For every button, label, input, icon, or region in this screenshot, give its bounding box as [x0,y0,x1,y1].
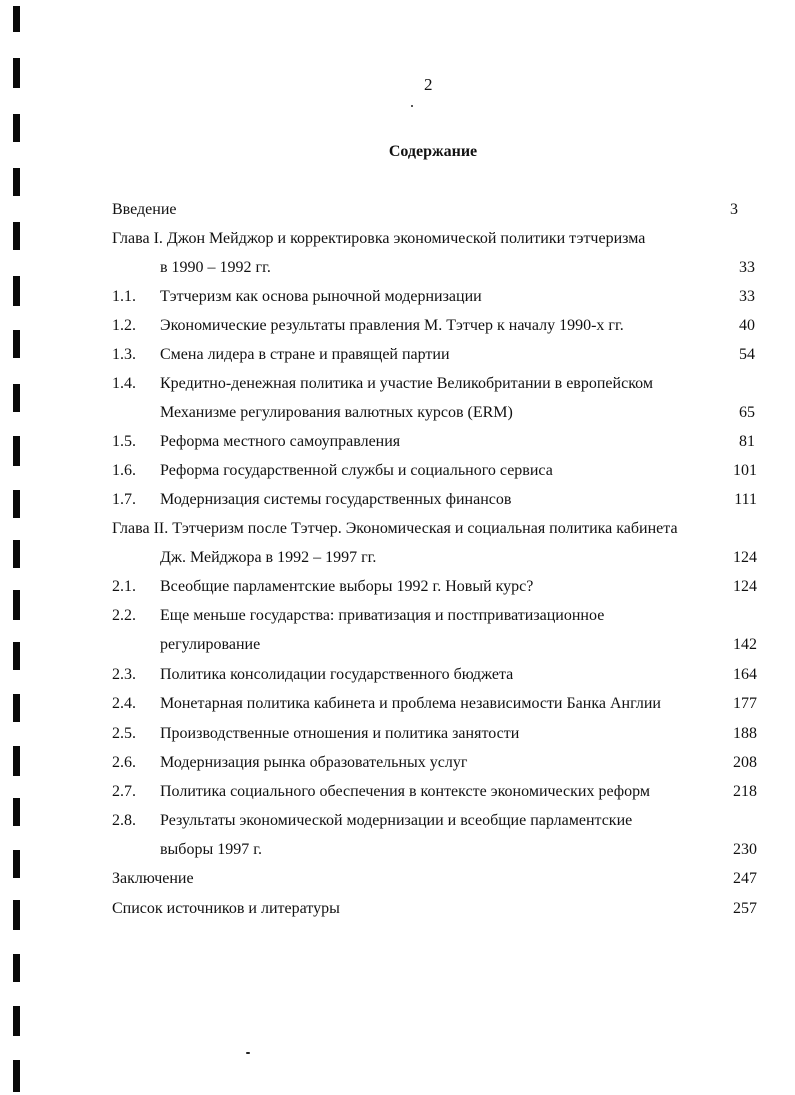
toc-section-title: Экономические результаты правления М. Тэтчер к началу 1990-х гг. [160,317,624,334]
toc-section-title: Реформа местного самоуправления [160,433,401,450]
binding-mark [13,276,20,306]
binding-mark [13,746,20,776]
toc-section-title-cont: Механизме регулирования валютных курсов (ERM) [160,404,513,421]
toc-section-page: 188 [733,725,757,742]
toc-chapter2-title: Глава II. Тэтчеризм после Тэтчер. Экономическая и социальная политика кабинета [112,520,678,537]
toc-section-page: 218 [733,783,757,800]
toc-section-number: 2.1. [112,578,136,595]
toc-section-page: 230 [733,841,757,858]
binding-mark [13,330,20,358]
scan-speck [411,105,413,107]
toc-conclusion-page: 247 [733,870,757,887]
toc-section-number: 1.6. [112,462,136,479]
toc-section-page: 124 [733,578,757,595]
binding-mark [13,114,20,142]
toc-section-number: 1.4. [112,375,136,392]
toc-section-number: 1.7. [112,491,136,508]
binding-mark [13,642,20,670]
binding-mark [13,1060,20,1092]
toc-section-page: 65 [739,404,755,421]
toc-section-title: Производственные отношения и политика занятости [160,725,520,742]
binding-mark [13,850,20,878]
toc-chapter1-page: 33 [739,259,755,276]
toc-section-page: 177 [733,695,757,712]
toc-section-number: 2.8. [112,812,136,829]
toc-section-title: Модернизация рынка образовательных услуг [160,754,468,771]
toc-section-number: 2.3. [112,666,136,683]
toc-sources-page: 257 [733,900,757,917]
scan-speck [246,1052,250,1054]
toc-sources-label: Список источников и литературы [112,900,340,917]
binding-mark [13,436,20,466]
toc-chapter2-page: 124 [733,549,757,566]
binding-mark [13,168,20,196]
binding-mark [13,900,20,930]
toc-section-number: 2.5. [112,725,136,742]
toc-section-number: 1.5. [112,433,136,450]
toc-section-title: Всеобщие парламентские выборы 1992 г. Новый курс? [160,578,534,595]
toc-conclusion-label: Заключение [112,870,194,887]
toc-section-page: 54 [739,346,755,363]
binding-mark [13,58,20,88]
toc-chapter1-title-cont: в 1990 – 1992 гг. [160,259,271,276]
toc-section-number: 2.4. [112,695,136,712]
toc-section-number: 1.1. [112,288,136,305]
toc-section-title: Еще меньше государства: приватизация и постприватизационное [160,607,605,624]
toc-section-number: 2.7. [112,783,136,800]
toc-section-page: 164 [733,666,757,683]
toc-section-number: 1.3. [112,346,136,363]
toc-section-title: Результаты экономической модернизации и всеобщие парламентские [160,812,633,829]
toc-section-number: 1.2. [112,317,136,334]
toc-section-number: 2.2. [112,607,136,624]
toc-section-title-cont: выборы 1997 г. [160,841,262,858]
binding-mark [13,590,20,620]
toc-section-page: 142 [733,636,757,653]
toc-section-title: Кредитно-денежная политика и участие Великобритании в европейском [160,375,653,392]
toc-section-title: Тэтчеризм как основа рыночной модернизации [160,288,482,305]
binding-mark [13,694,20,722]
page-number: 2 [424,75,433,94]
toc-chapter2-title-cont: Дж. Мейджора в 1992 – 1997 гг. [160,549,377,566]
toc-section-page: 111 [734,491,757,508]
toc-section-title: Политика социального обеспечения в контексте экономических реформ [160,783,651,800]
toc-section-title: Реформа государственной службы и социального сервиса [160,462,553,479]
binding-mark [13,6,20,32]
binding-mark [13,384,20,412]
binding-mark [13,222,20,250]
binding-mark [13,540,20,568]
toc-section-page: 40 [739,317,755,334]
binding-marks [13,0,21,1095]
toc-section-title: Политика консолидации государственного бюджета [160,666,514,683]
binding-mark [13,1006,20,1036]
toc-section-page: 81 [739,433,755,450]
toc-section-title: Смена лидера в стране и правящей партии [160,346,450,363]
toc-section-title: Монетарная политика кабинета и проблема независимости Банка Англии [160,695,661,712]
toc-section-title-cont: регулирование [160,636,261,653]
binding-mark [13,798,20,826]
toc-section-page: 208 [733,754,757,771]
binding-mark [13,954,20,982]
toc-intro-label: Введение [112,201,177,218]
toc-section-page: 101 [733,462,757,479]
binding-mark [13,490,20,518]
toc-section-title: Модернизация системы государственных финансов [160,491,512,508]
toc-section-number: 2.6. [112,754,136,771]
page-title: Содержание [388,143,478,160]
toc-section-page: 33 [739,288,755,305]
toc-intro-page: 3 [730,201,738,218]
toc-chapter1-title: Глава I. Джон Мейджор и корректировка экономической политики тэтчеризма [112,230,646,247]
